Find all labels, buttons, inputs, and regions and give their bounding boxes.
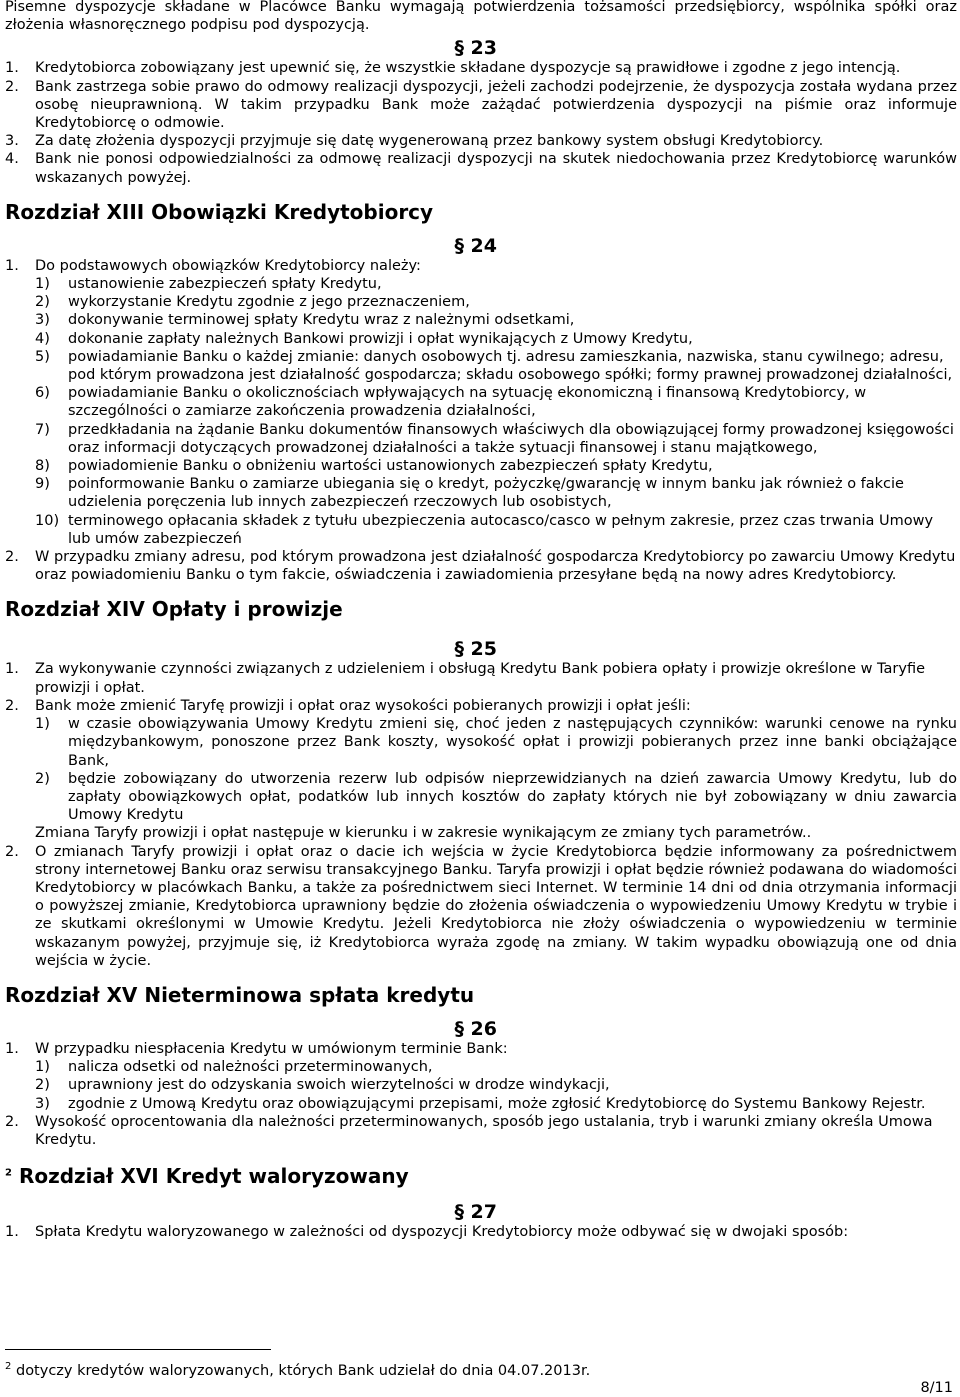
document-page xyxy=(5,0,957,1241)
list-item: 2. Bank zastrzega sobie prawo do odmowy realizacji dyspozycji, jeżeli zachodzi podejrzenie, że dyspozycja została wydana przez osobę nieuprawnioną. W takim przypadku Bank może zażądać potwierdzenia dyspozycji na piśmie oraz informuje Kredytobiorcę o odmowie. xyxy=(5,78,957,132)
list-item: 1. Kredytobiorca zobowiązany jest upewnić się, że wszystkie składane dyspozycje są prawidłowe i zgodne z jego intencją. xyxy=(5,60,901,77)
sub-item: 3) dokonywanie terminowej spłaty Kredytu wraz z należnymi odsetkami, xyxy=(35,312,575,329)
footnote xyxy=(5,1362,590,1380)
section-26-heading: § 26 xyxy=(454,1017,497,1040)
chapter-15-title: Rozdział XV Nieterminowa spłata kredytu xyxy=(5,982,475,1007)
sub-item: 9) poinformowanie Banku o zamiarze ubiegania się o kredyt, pożyczkę/gwarancję w innym banku jak również o fakcie udzielenia poręczenia lub innych zabezpieczeń rzeczowych lub osobistych, xyxy=(35,476,904,511)
sub-item: 2) uprawniony jest do odzyskania swoich wierzytelności w drodze windykacji, xyxy=(35,1077,610,1094)
footnote-reference[interactable]: 2 xyxy=(5,1167,12,1179)
sub-item: 7) przedkładania na żądanie Banku dokumentów finansowych właściwych dla obowiązującej formy prowadzonej księgowości oraz informacji dotyczących prowadzonej działalności a także sytuacji finansowej i stanu majątkowego, xyxy=(35,421,954,456)
sub-item: 1) nalicza odsetki od należności przeterminowanych, xyxy=(35,1059,433,1076)
tariff-change-note: Zmiana Taryfy prowizji i opłat następuje w kierunku i w zakresie wynikającym ze zmiany tych parametrów.. xyxy=(35,825,812,842)
section-24-heading: § 24 xyxy=(454,234,497,257)
list-item: 2. Wysokość oprocentowania dla należności przeterminowanych, sposób jego ustalania, tryb i warunki zmiany określa Umowa Kredytu. xyxy=(5,1113,933,1148)
section-27-heading: § 27 xyxy=(454,1201,497,1224)
obligations-list xyxy=(5,275,957,548)
sub-item: 6) powiadamianie Banku o okolicznościach wpływających na sytuację ekonomiczną i finansową Kredytobiorcy, w szczególności o zamiarze zakończenia prowadzenia działalności, xyxy=(35,385,867,420)
sub-item: 5) powiadamianie Banku o każdej zmianie: danych osobowych tj. adresu zamieszkania, nazwiska, stanu cywilnego; adresu, pod którym prowadzona jest działalność gospodarcza; składu osobowego spółki; formy prawnej prowadzonej działalności, xyxy=(35,348,953,384)
sub-item: 3) zgodnie z Umową Kredytu oraz obowiązującymi przepisami, może zgłosić Kredytobiorcę do Systemu Bankowy Rejestr. xyxy=(35,1095,926,1112)
sub-item: 8) powiadomienie Banku o obniżeniu wartości ustanowionych zabezpieczeń spłaty Kredytu, xyxy=(35,458,713,475)
list-item: 3. Za datę złożenia dyspozycji przyjmuje się datę wygenerowaną przez bankowy system obsługi Kredytobiorcy. xyxy=(5,133,824,150)
list-item: 1. Spłata Kredytu waloryzowanego w zależności od dyspozycji Kredytobiorcy może odbywać się w dwojaki sposób: xyxy=(5,1224,849,1241)
chapter-13-title: Rozdział XIII Obowiązki Kredytobiorcy xyxy=(5,199,434,224)
sub-item: 2) będzie zobowiązany do utworzenia rezerw lub odpisów nieprzewidzianych na dzień zawarcia Umowy Kredytu, lub do zapłaty obowiązkowych opłat, podatków lub innych kosztów do zapłaty których nie był zobowiązany w dniu zawarcia Umowy Kredytu xyxy=(35,770,957,824)
footnote-mark: 2 xyxy=(5,1361,12,1373)
footnote-text: dotyczy kredytów waloryzowanych, których Bank udzielał do dnia 04.07.2013r. xyxy=(15,1363,591,1379)
list-item: 2. Bank może zmienić Taryfę prowizji i opłat oraz wysokości pobieranych prowizji i opłat jeśli: xyxy=(5,697,691,714)
list-item: 1. Za wykonywanie czynności związanych z udzieleniem i obsługą Kredytu Bank pobiera opłaty i prowizje określone w Taryfie prowizji i opłat. xyxy=(5,661,926,696)
section-25-heading: § 25 xyxy=(454,638,497,661)
list-item: 4. Bank nie ponosi odpowiedzialności za odmowę realizacji dyspozycji na skutek niedochowania przez Kredytobiorcę warunków wskazanych powyżej. xyxy=(5,151,957,186)
footnote-separator xyxy=(5,1349,271,1350)
sub-item: 1) w czasie obowiązywania Umowy Kredytu zmieni się, choć jeden z następujących czynników: warunki cenowe na rynku międzybankowym, ponoszone przez Bank koszty, wysokość opłat i prowizji pobieranych przez inne banki obciążające Bank, xyxy=(35,716,957,769)
sub-item: 4) dokonanie zapłaty należnych Bankowi prowizji i opłat wynikających z Umowy Kredytu, xyxy=(35,330,693,347)
chapter-14-title: Rozdział XIV Opłaty i prowizje xyxy=(5,597,343,622)
intro-paragraph: Pisemne dyspozycje składane w Placówce Banku wymagają potwierdzenia tożsamości przedsiębiorcy, wspólnika spółki oraz złożenia własnoręcznego podpisu pod dyspozycją. xyxy=(5,0,957,34)
section-23-list xyxy=(5,59,957,186)
sub-item: 10) terminowego opłacania składek z tytułu ubezpieczenia autocasco/casco w pełnym zakresie, przez czas trwania Umowy lub umów zabezpieczeń xyxy=(35,512,934,547)
list-item: 2. O zmianach Taryfy prowizji i opłat oraz o dacie ich wejścia w życie Kredytobiorca będzie informowany za pośrednictwem strony internetowej Banku oraz serwisu transakcyjnego Banku. Taryfa prowizji i opłat będzie również podawana do wiadomości Kredytobiorcy w placówkach Banku, a także za pośrednictwem sieci Internet. W terminie 14 dni od dnia otrzymania informacji o powyższej zmianie, Kredytobiorca uprawniony będzie do złożenia oświadczenia o wypowiedzeniu Umowy Kredytu w trybie i ze skutkami określonymi w Umowie Kredytu. Jeżeli Kredytobiorca nie złoży oświadczenia o wypowiedzeniu w terminie wskazanym powyżej, przyjmuje się, iż Kredytobiorca wyraża zgodę na zmiany. W takim wypadku obowiązują one od dnia wejścia w życie. xyxy=(5,843,957,969)
list-item: 2. W przypadku zmiany adresu, pod którym prowadzona jest działalność gospodarcza Kredytobiorcy po zawarciu Umowy Kredytu oraz powiadomieniu Banku o tym fakcie, oświadczenia i zawiadomienia przesyłane będą na nowy adres Kredytobiorcy. xyxy=(5,549,956,584)
chapter-16-title: $^2$ Rozdział XVI Kredyt waloryzowany xyxy=(5,1164,409,1189)
sub-item: 2) wykorzystanie Kredytu zgodnie z jego przeznaczeniem, xyxy=(35,294,470,311)
list-item: 1. Do podstawowych obowiązków Kredytobiorcy należy: xyxy=(5,257,421,274)
sub-item: 1) ustanowienie zabezpieczeń spłaty Kredytu, xyxy=(35,276,382,293)
section-23-heading: § 23 xyxy=(454,37,497,60)
page-number: 8/11 xyxy=(920,1380,953,1396)
list-item: 1. W przypadku niespłacenia Kredytu w umówionym terminie Bank: xyxy=(5,1040,508,1057)
